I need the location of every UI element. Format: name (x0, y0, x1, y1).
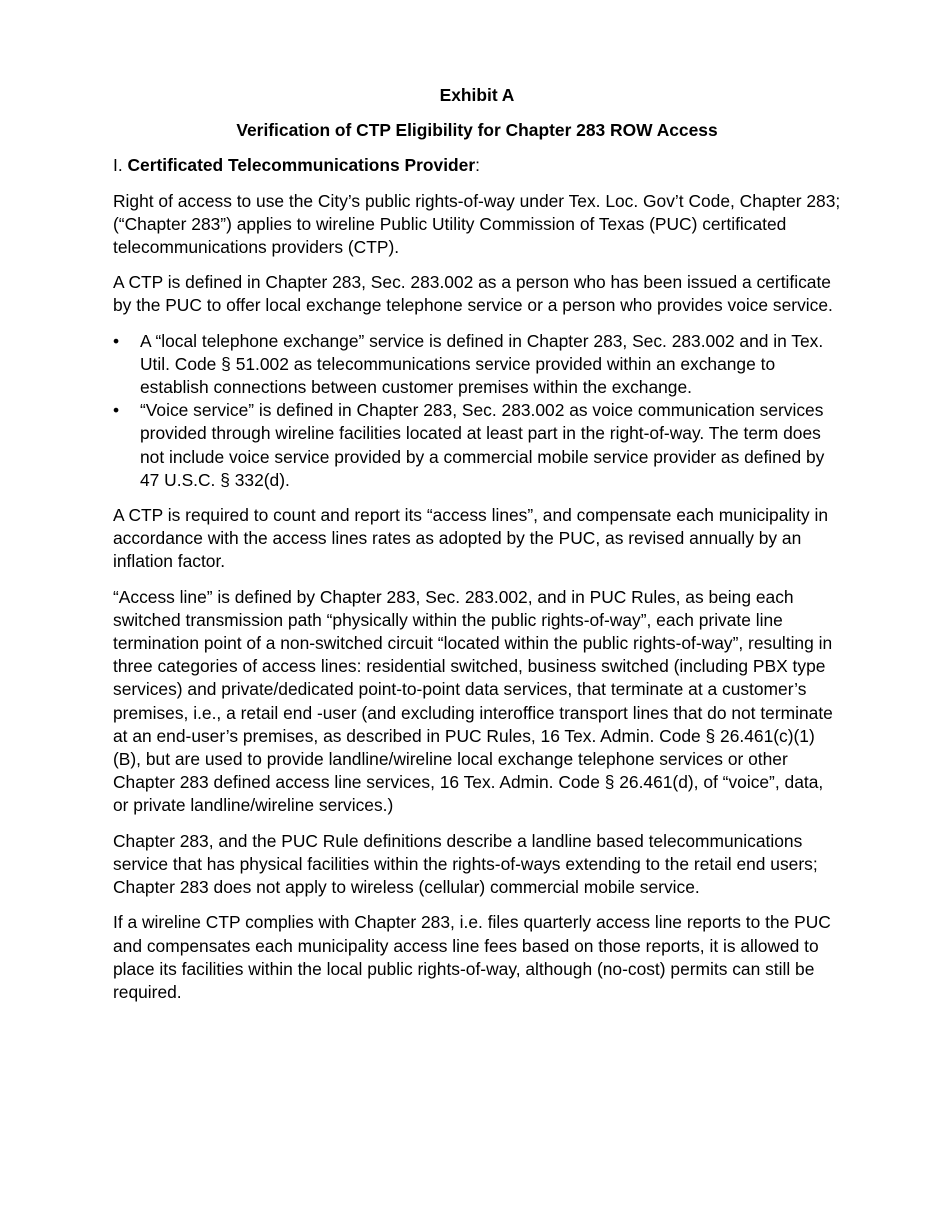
paragraph-access-line-definition: “Access line” is defined by Chapter 283, Sec. 283.002, and in PUC Rules, as being each switched transmission path “physically within the public rights-of-way”, each private line termination point of a non-switched circuit “located within the public rights-of-way”, resulting in three categories of access lines: residential switched, business switched (including PBX type services) and private/dedicated point-to-point data services, that terminate at a customer’s premises, i.e., a retail end -user (and excluding interoffice transport lines that do not terminate at an end-user’s premises, as described in PUC Rules, 16 Tex. Admin. Code § 26.461(c)(1)(B), but are used to provide landline/wireline local exchange telephone services or other Chapter 283 defined access line services, 16 Tex. Admin. Code § 26.461(d), of “voice”, data, or private landline/wireline services.) (113, 586, 833, 816)
bullet-icon: • (113, 400, 120, 421)
section-title: Certificated Telecommunications Provider (127, 155, 476, 176)
paragraph-ctp-definition: A CTP is defined in Chapter 283, Sec. 283.002 as a person who has been issued a certificate by the PUC to offer local exchange telephone service or a person who provides voice service. (113, 272, 833, 316)
paragraph-landline-scope: Chapter 283, and the PUC Rule definitions describe a landline based telecommunications service that has physical facilities within the rights-of-ways extending to the retail end users; Chapter 283 does not apply to wireless (cellular) commercial mobile service. (113, 830, 818, 898)
definition-list (113, 330, 841, 492)
list-item (113, 399, 841, 492)
list-item (113, 330, 841, 400)
bullet-icon: • (113, 330, 120, 351)
document-page (113, 84, 841, 1016)
document-title: Verification of CTP Eligibility for Chapter 283 ROW Access (236, 120, 718, 141)
paragraph-access-line-reporting: A CTP is required to count and report its “access lines”, and compensate each municipality in accordance with the access lines rates as adopted by the PUC, as revised annually by an inflation factor. (113, 505, 828, 572)
paragraph-compliance: If a wireline CTP complies with Chapter 283, i.e. files quarterly access line reports to the PUC and compensates each municipality access line fees based on those reports, it is allowed to place its facilities within the local public rights-of-way, although (no-cost) permits can still be required. (113, 912, 831, 1002)
exhibit-label: Exhibit A (439, 85, 515, 105)
list-item-text: A “local telephone exchange” service is defined in Chapter 283, Sec. 283.002 and in Tex. Util. Code § 51.002 as telecommunications service provided within an exchange to establish connections between customer premises within the exchange. (140, 330, 824, 398)
section-title-suffix: : (475, 155, 480, 176)
list-item-text: “Voice service” is defined in Chapter 283, Sec. 283.002 as voice communication services provided through wireline facilities located at least part in the right-of-way. The term does not include voice service provided by a commercial mobile service provider as defined by 47 U.S.C. § 332(d). (140, 400, 825, 490)
section-number: I. (113, 155, 128, 176)
section-heading (113, 154, 841, 177)
paragraph-right-of-access: Right of access to use the City’s public rights-of-way under Tex. Loc. Gov’t Code, Chapter 283; (“Chapter 283”) applies to wireline Public Utility Commission of Texas (PUC) certificated telecommunications providers (CTP). (113, 190, 841, 258)
